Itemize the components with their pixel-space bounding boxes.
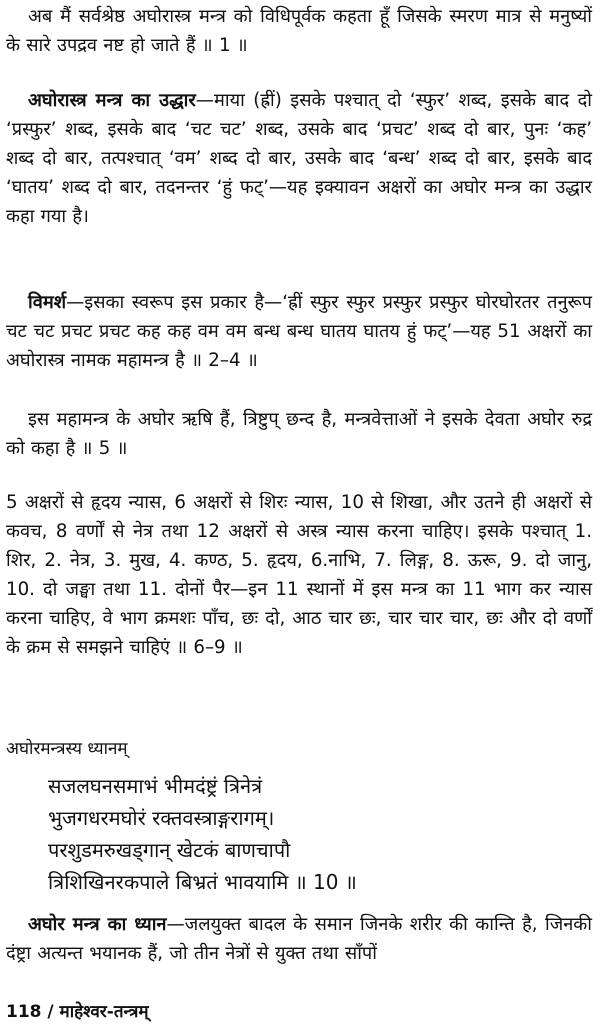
paragraph-intro (6, 2, 592, 60)
verse-line-1: सजलघनसमाभं भीमदंष्ट्रं त्रिनेत्रं (48, 774, 263, 798)
verse-line-2: भुजगधरमघोरं रक्तवस्त्राङ्गरागम्। (48, 806, 275, 830)
paragraph-dhyana-meaning-text: —जलयुक्त बादल के समान जिनके शरीर की कान्ति है, जिनकी दंष्ट्रा अत्यन्त भयानक हैं, जो तीन नेत्रों से युक्त तथा साँपों (6, 914, 592, 964)
paragraph-vimarsh (6, 288, 592, 375)
paragraph-rishi (6, 405, 592, 463)
paragraph-rishi-text: इस महामन्त्र के अघोर ऋषि हैं, त्रिष्टुप् छन्द है, मन्त्रवेत्ताओं ने इसके देवता अघोर रुद्र को कहा है ॥ 5 ॥ (6, 409, 592, 459)
paragraph-mantra-uddhar-text: —माया (ह्रीं) इसके पश्चात् दो ‘स्फुर’ शब्द, इसके बाद दो ‘प्रस्फुर’ शब्द, इसके बाद ‘चट चट’ शब्द, उसके बाद ‘प्रचट’ शब्द दो बार, पुनः ‘कह’ शब्द दो बार, तत्पश्चात् ‘वम’ शब्द दो बार, उसके बाद ‘बन्ध’ शब्द दो बार, इसके बाद ‘घातय’ शब्द दो बार, तदनन्तर ‘हुं फट्’—यह इक्यावन अक्षरों का अघोर मन्त्र का उद्धार कहा गया है। (6, 90, 592, 227)
verse-line-4: त्रिशिखिनरकपाले बिभ्रतं भावयामि ॥ 10 ॥ (48, 870, 357, 894)
dhyana-verse (48, 770, 568, 898)
dhyana-heading: अघोरमन्त्रस्य ध्यानम् (6, 739, 128, 759)
paragraph-vimarsh-text: —इसका स्वरूप इस प्रकार है—‘ह्रीं स्फुर स्फुर प्रस्फुर प्रस्फुर घोरघोरतर तनुरूप चट चट प्रचट प्रचट कह कह वम वम बन्ध बन्ध घातय घातय हुं फट्’—यह 51 अक्षरों का अघोरास्त्र नामक महामन्त्र है ॥ 2–4 ॥ (6, 292, 592, 371)
page-footer: 118 / माहेश्वर-तन्त्रम् (6, 1002, 149, 1022)
verse-line-3: परशुडमरुखड्गान् खेटकं बाणचापौ (48, 838, 291, 862)
paragraph-mantra-uddhar (6, 86, 592, 231)
paragraph-mantra-uddhar-lead: अघोरास्त्र मन्त्र का उद्धार (28, 90, 196, 111)
paragraph-dhyana-meaning-lead: अघोर मन्त्र का ध्यान (28, 914, 167, 935)
paragraph-dhyana-meaning (6, 910, 592, 968)
paragraph-nyasa-text: 5 अक्षरों से हृदय न्यास, 6 अक्षरों से शिरः न्यास, 10 से शिखा, और उतने ही अक्षरों से कवच, 8 वर्णों से नेत्र तथा 12 अक्षरों से अस्त्र न्यास करना चाहिए। इसके पश्चात् 1. शिर, 2. नेत्र, 3. मुख, 4. कण्ठ, 5. हृदय, 6.नाभि, 7. लिङ्ग, 8. ऊरू, 9. दो जानु, 10. दो जङ्घा तथा 11. दोनों पैर—इन 11 स्थानों में इस मन्त्र का 11 भाग कर न्यास करना चाहिए, वे भाग क्रमशः पाँच, छः दो, आठ चार छः, चार चार चार, छः और दो वर्णों के क्रम से समझने चाहिएं ॥ 6–9 ॥ (6, 492, 592, 658)
paragraph-nyasa (6, 488, 592, 662)
paragraph-vimarsh-lead: विमर्श (28, 292, 67, 313)
paragraph-intro-text: अब मैं सर्वश्रेष्ठ अघोरास्त्र मन्त्र को विधिपूर्वक कहता हूँ जिसके स्मरण मात्र से मनुष्यों के सारे उपद्रव नष्ट हो जाते हैं ॥ 1 ॥ (6, 6, 592, 56)
